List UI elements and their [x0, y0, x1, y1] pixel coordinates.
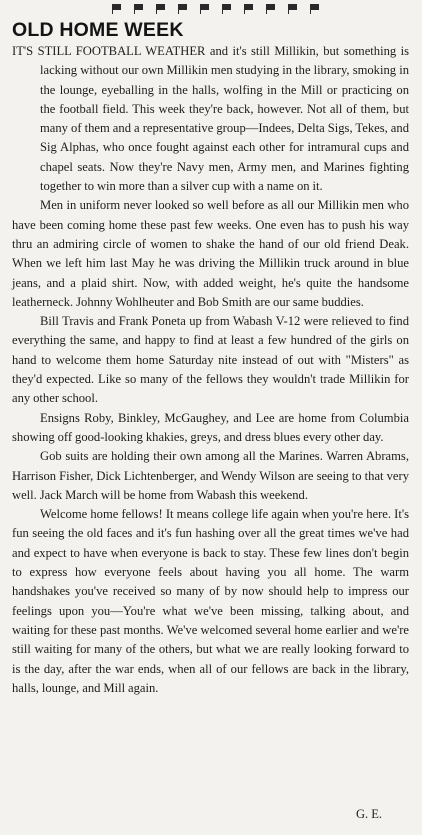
flag-icon [156, 4, 165, 10]
article-paragraph [12, 42, 409, 196]
flag-icon [178, 4, 187, 10]
flag-border-decoration [0, 4, 422, 14]
flag-icon [244, 4, 253, 10]
article-body [12, 42, 409, 698]
flag-icon [222, 4, 231, 10]
paragraph-text: IT'S STILL FOOTBALL WEATHER and it's still Millikin, but something is lacking without our own Millikin men studying in the library, smoking in the lounge, eyeballing in the halls, wolfing in the Mill or practicing on the football field. This week they're back, however. Not all of them, but many of them and a representative group—Indees, Delta Sigs, Tekes, and Sig Alphas, who once fought against each other for intramural cups and chapel seats. Now they're Navy men, Army men, and Marines fighting together to win more than a silver cup with a name on it. [12, 44, 409, 194]
author-initials: G. E. [355, 807, 382, 821]
flag-icon [288, 4, 297, 10]
article-paragraph: Gob suits are holding their own among all the Marines. Warren Abrams, Harrison Fisher, Dick Lichtenberger, and Wendy Wilson are seeing to that very well. Jack March will be home from Wabash this weekend. [12, 449, 409, 502]
article-paragraph: Ensigns Roby, Binkley, McGaughey, and Lee are home from Columbia showing off good-looking khakies, greys, and dress blues every other day. [12, 410, 409, 444]
flag-icon [200, 4, 209, 10]
flag-icon [266, 4, 275, 10]
article-title: OLD HOME WEEK [12, 19, 184, 41]
flag-icon [112, 4, 121, 10]
article-paragraph: Men in uniform never looked so well before as all our Millikin men who have been coming home these past few weeks. One even has to push his way thru an admiring circle of women to shake the hand of our old friend Deak. When we left him last May he was driving the Millikin truck around in blue jeans, and a plaid shirt. Now, with added weight, he's quite the handsome leatherneck. Johnny Wohlheuter and Bob Smith are our same buddies. [12, 198, 409, 309]
flag-icon [310, 4, 319, 10]
flag-icon [134, 4, 143, 10]
article-paragraph: Welcome home fellows! It means college life again when you're here. It's fun seeing the old faces and it's fun hashing over all the great times we've had and expect to have when everyone is back to stay. These few lines don't begin to express how everyone feels about having you all home. The warm handshakes you've received so many of by now should help to impress our feelings upon you—You're what we've been missing, talking about, and waiting for these past months. We've welcomed several home earlier and we're still waiting for many of the others, but what we are really looking forward to is the day, after the war ends, when all of our fellows are back in the library, halls, lounge, and Mill again. [12, 507, 409, 695]
article-paragraph: Bill Travis and Frank Poneta up from Wabash V-12 were relieved to find everything the same, and happy to find at least a few hundred of the girls on hand to welcome them home Saturday nite instead of out with "Misters" as they'd expected. Like so many of the fellows they wouldn't trade Millikin for any other school. [12, 314, 409, 406]
